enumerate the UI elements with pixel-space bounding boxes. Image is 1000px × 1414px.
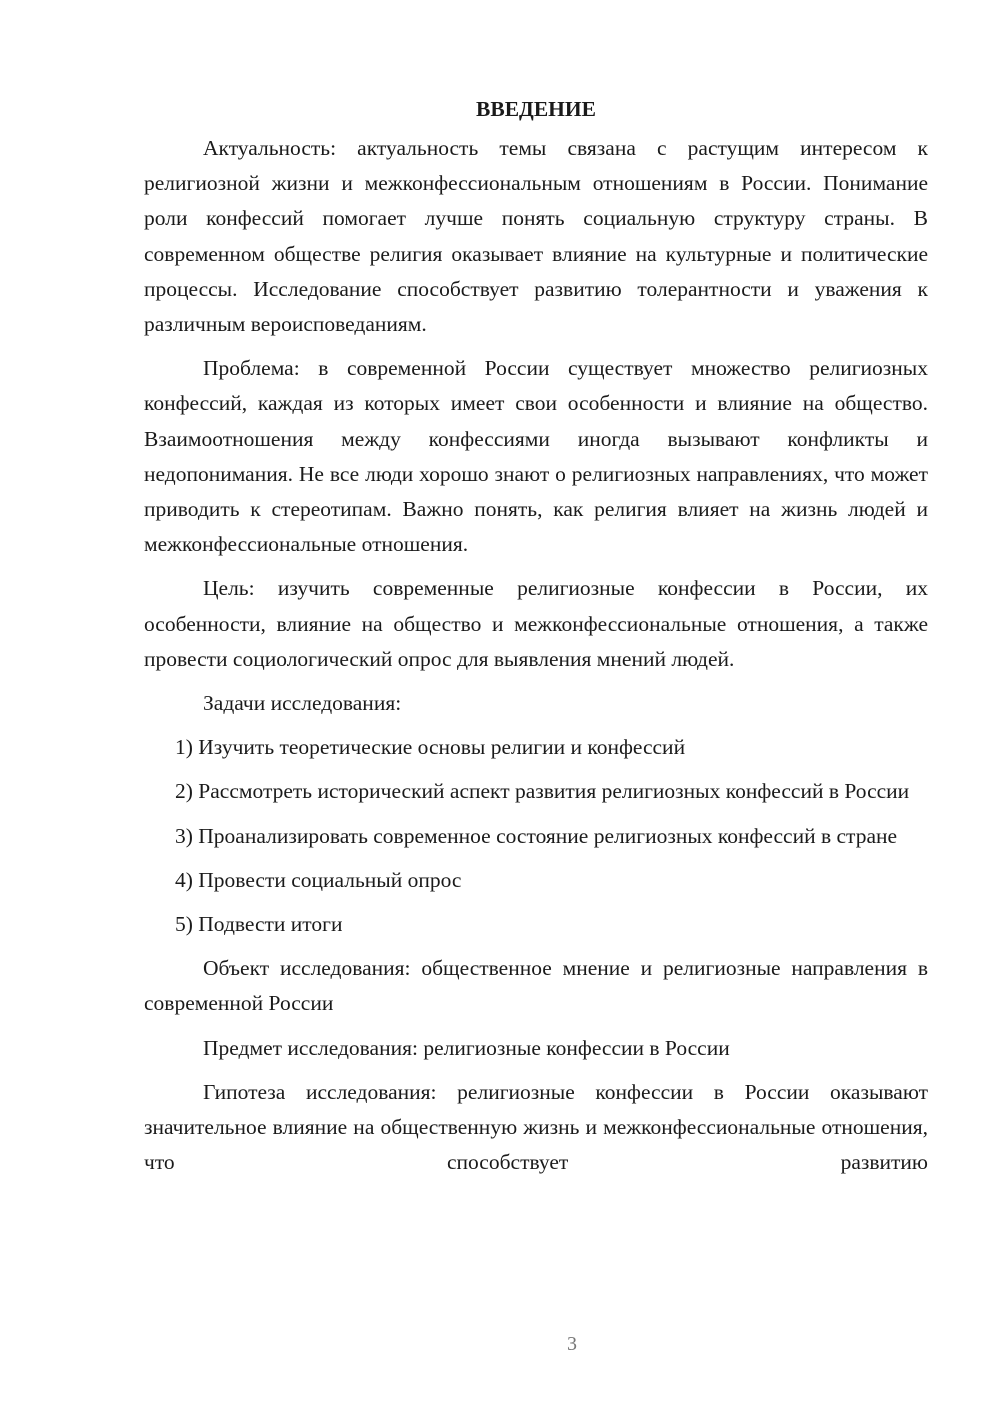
task-item-1: 1) Изучить теоретические основы религии и конфессий xyxy=(175,735,686,760)
paragraph-object: Объект исследования: общественное мнение и религиозные направления в современной России xyxy=(144,956,928,1016)
section-title: ВВЕДЕНИЕ xyxy=(476,97,596,121)
paragraph-subject: Предмет исследования: религиозные конфессии в России xyxy=(203,1035,730,1060)
paragraph-goal: Цель: изучить современные религиозные конфессии в России, их особенности, влияние на общество и межконфессиональные отношения, а также провести социологический опрос для выявления мнений людей. xyxy=(144,576,928,671)
page-number: 3 xyxy=(567,1333,577,1355)
task-item-3: 3) Проанализировать современное состояние религиозных конфессий в стране xyxy=(175,823,898,848)
paragraph-problem: Проблема: в современной России существует множество религиозных конфессий, каждая из которых имеет свои особенности и влияние на общество. Взаимоотношения между конфессиями иногда вызывают конфликты и недопонимания. Не все люди хорошо знают о религиозных направлениях, что может приводить к стереотипам. Важно понять, как религия влияет на жизнь людей и межконфессиональные отношения. xyxy=(144,356,928,557)
paragraph-relevance: Актуальность: актуальность темы связана с растущим интересом к религиозной жизни и межконфессиональным отношениям в России. Понимание роли конфессий помогает лучше понять социальную структуру страны. В современном обществе религия оказывает влияние на культурные и политические процессы. Исследование способствует развитию толерантности и уважения к различным вероисповеданиям. xyxy=(144,136,928,337)
tasks-heading: Задачи исследования: xyxy=(203,691,402,716)
document-page xyxy=(144,92,928,1189)
task-item-2: 2) Рассмотреть исторический аспект развития религиозных конфессий в России xyxy=(175,779,910,804)
task-item-5: 5) Подвести итоги xyxy=(175,912,343,937)
task-item-4: 4) Провести социальный опрос xyxy=(175,867,462,892)
paragraph-hypothesis: Гипотеза исследования: религиозные конфессии в России оказывают значительное влияние на общественную жизнь и межконфессиональные отношения, что способствует развитию xyxy=(144,1079,928,1175)
